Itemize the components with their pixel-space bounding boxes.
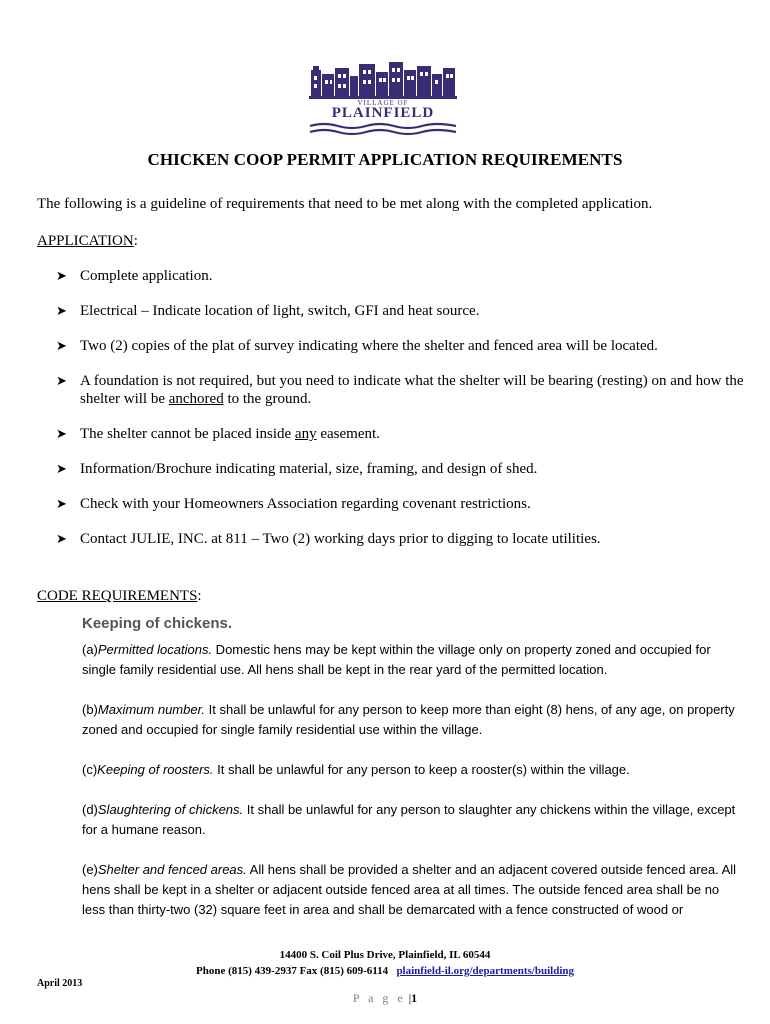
page-number: P a g e |1 (352, 991, 418, 1005)
intro-text: The following is a guideline of requirements that need to be met along with the completed application. (37, 196, 653, 212)
list-item: ➤ Contact JULIE, INC. at 811 – Two (2) working days prior to digging to locate utilities. (56, 531, 601, 547)
list-item: ➤ The shelter cannot be placed inside any easement. (56, 426, 380, 442)
list-item: ➤ Two (2) copies of the plat of survey indicating where the shelter and fenced area will be located. (56, 338, 658, 354)
plainfield-skyline-icon (306, 56, 460, 136)
clause-keeping-of-roosters: (c)Keeping of roosters. It shall be unlawful for any person to keep a rooster(s) within the village. (82, 762, 630, 777)
clause-maximum-number: (b)Maximum number. It shall be unlawful for any person to keep more than eight (8) hens, of any age, on property zoned and occupied for single family residential use within the village. (82, 702, 735, 737)
arrow-bullet-icon: ➤ (56, 338, 67, 353)
arrow-bullet-icon: ➤ (56, 426, 67, 441)
code-requirements-section (82, 615, 742, 940)
logo-wordmark-line2: PLAINFIELD (331, 105, 435, 121)
clause-permitted-locations: (a)Permitted locations. Domestic hens may be kept within the village only on property zoned and occupied for single family residential use. All hens shall be kept in the rear yard of the permitted location. (82, 642, 711, 677)
application-heading: APPLICATION: (37, 233, 138, 249)
village-logo (306, 56, 460, 136)
arrow-bullet-icon: ➤ (56, 461, 67, 476)
footer-contact (0, 965, 770, 977)
clause-slaughtering: (d)Slaughtering of chickens. It shall be unlawful for any person to slaughter any chickens within the village, except for a humane reason. (82, 802, 736, 837)
application-bullet-list (56, 267, 746, 565)
list-item: ➤ Complete application. (56, 268, 213, 284)
department-link[interactable]: plainfield-il.org/departments/building (396, 965, 574, 977)
arrow-bullet-icon: ➤ (56, 303, 67, 318)
arrow-bullet-icon: ➤ (56, 531, 67, 546)
page-title: CHICKEN COOP PERMIT APPLICATION REQUIREMENTS (147, 150, 623, 169)
list-item: ➤ Information/Brochure indicating material, size, framing, and design of shed. (56, 461, 538, 477)
arrow-bullet-icon: ➤ (56, 268, 67, 283)
list-item: ➤ A foundation is not required, but you need to indicate what the shelter will be bearing (resting) on and how the shelter will be anchored to the ground. (56, 373, 744, 407)
footer-address: 14400 S. Coil Plus Drive, Plainfield, IL 60544 (279, 949, 491, 961)
arrow-bullet-icon: ➤ (56, 373, 67, 388)
clause-shelter-and-fenced-areas: (e)Shelter and fenced areas. All hens shall be provided a shelter and an adjacent covered outside fenced area. All hens shall be kept in a shelter or adjacent outside fenced area at all times. The outside fenced area shall be no less than thirty-two (32) square feet in area and shall be demarcated with a fence constructed of wood or (82, 862, 737, 917)
code-requirements-heading: CODE REQUIREMENTS: (37, 588, 202, 604)
list-item: ➤ Electrical – Indicate location of light, switch, GFI and heat source. (56, 303, 480, 319)
footer-phone: Phone (815) 439-2937 Fax (815) 609-6114 (196, 965, 389, 977)
keeping-chickens-heading: Keeping of chickens. (82, 615, 233, 632)
list-item: ➤ Check with your Homeowners Association regarding covenant restrictions. (56, 496, 531, 512)
footer-date: April 2013 (37, 978, 83, 989)
logo-wordmark-line1: VILLAGE OF (357, 99, 409, 107)
arrow-bullet-icon: ➤ (56, 496, 67, 511)
